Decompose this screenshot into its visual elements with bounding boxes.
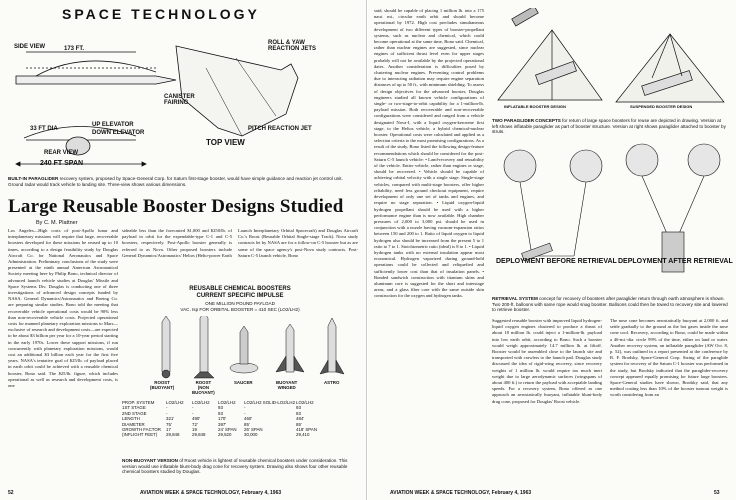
top-caption-text: recovery system, proposed by Space-General Corp. for Saturn first-stage booster, would have simple guidance and reaction jet control unit. Ground radar would track vehicle to landing site. Three-view shows various dimensions. xyxy=(8,176,343,187)
chart-title-1: REUSABLE CHEMICAL BOOSTERS xyxy=(189,286,291,292)
table-header-cell: LO2/LH2 xyxy=(218,400,236,405)
table-cell: 85' xyxy=(296,421,302,427)
table-cell: 75' xyxy=(166,421,172,427)
table-cell: GROWTH FACTOR xyxy=(122,427,161,433)
article-col-5: Suggested reusable booster with improved liquid hydrogen-liquid oxygen engines clustered to produce a thrust of about 18 million lb. could inject a 1-million-lb. payload into low earth orbit, according to Bono. Such a booster would weigh approximately 14.7 million lb. at liftoff. Booster would be assembled close to the launch site and transported with crawlers to the launch pad. Douglas study discussed the idea of rigid-wing recovery, since recovery weights of 1 million lb. would require too much inert weight due to large aerodynamic surfaces (wingspans of about 400 ft.) to return the payload with acceptable landing speeds. For a recovery system, Bono offered as one approach an aerostatically buoyant, inflatable blunt-body drag cone, proposed for Douglas' Roost vehicle. xyxy=(492,318,602,404)
page-number-right: 53 xyxy=(714,490,720,496)
paraglider-caption-text: for return of large space boosters for reuse are depicted in drawing. Version at left shows inflatable paraglider as part of booster structure. Version at right shows paraglider attached to booster by struts. xyxy=(492,118,726,135)
span-label: 240 FT SPAN xyxy=(40,160,84,167)
boosters-chart-box xyxy=(122,286,358,456)
retrieval-sketch xyxy=(492,136,728,296)
table-cell: 17 xyxy=(166,427,171,433)
paraglider-concepts-sketch xyxy=(492,8,728,118)
deployment-after-label: DEPLOYMENT AFTER RETRIEVAL xyxy=(618,258,733,265)
table-cell: - xyxy=(166,405,168,411)
retrieval-caption-bold: RETRIEVAL SYSTEM xyxy=(492,296,538,301)
booster-spec-table xyxy=(122,400,322,438)
paraglider-caption xyxy=(492,118,728,135)
article-title: Large Reusable Booster Designs Studied xyxy=(8,196,344,217)
footer-left: AVIATION WEEK & SPACE TECHNOLOGY, February 4, 1963 xyxy=(140,490,282,496)
right-page xyxy=(368,0,736,500)
table-cell: 29,848 xyxy=(192,432,206,438)
retrieval-caption-text: concept for recovery of boosters after paraglider return through earth atmosphere is shown. Two 200-ft. balloons with same rope would snag booster. Balloons could then be towed to recovery site and lowered to retrieve booster. xyxy=(492,296,728,313)
table-cell: - xyxy=(192,410,194,416)
table-cell: - xyxy=(166,410,168,416)
top-caption xyxy=(8,176,358,187)
chart-subtitle-2: VAC. Isp FOR ORBITAL BOOSTER = 410 SEC (LO2/LH2) xyxy=(180,307,300,312)
section-header: SPACE TECHNOLOGY xyxy=(62,6,260,22)
table-cell: 29,410 xyxy=(296,432,310,438)
table-header-cell: LO2/LH2 xyxy=(192,400,210,405)
byline: By C. M. Plattner xyxy=(36,220,78,226)
table-cell: - xyxy=(244,405,246,411)
table-cell: 418' SPAN xyxy=(296,427,318,433)
rear-view-label: REAR VIEW xyxy=(44,150,79,156)
table-cell: 30,000 xyxy=(244,432,258,438)
table-cell: 93 xyxy=(218,405,223,411)
table-cell: 93 xyxy=(218,410,223,416)
table-cell: 29,520 xyxy=(218,432,232,438)
table-cell: - xyxy=(244,410,246,416)
sketch-label-suspended: SUSPENDED BOOSTER DESIGN xyxy=(630,104,693,109)
top-caption-bold: BUILT-IN PARAGLIDER xyxy=(8,176,59,181)
table-cell: - xyxy=(192,405,194,411)
sketch-label-inflatable: INFLATABLE BOOSTER DESIGN xyxy=(504,104,566,109)
footer-right: AVIATION WEEK & SPACE TECHNOLOGY, February 4, 1963 xyxy=(390,490,532,496)
chart-caption-bold: NON-BUOYANT VERSION xyxy=(122,458,178,463)
chart-caption-text: of Roost vehicle is lightest of reusable chemical boosters under consideration. This version would use inflatable blunt-body drag cone for recovery system. Drawing also shows four other reusable chemical boosters studied by Douglas. xyxy=(122,458,348,475)
vehicle-label-astro: ASTRO xyxy=(324,380,340,385)
article-col-1: Los Angeles—High costs of post-Apollo lunar and interplanetary missions will require that large, recoverable boosters developed for these missions be reused up to 10 times, according to a design feasibility study by Douglas Aircraft Co. for National Aeronautics and Space Administration. Preliminary conclusions of the study were presented at the ninth annual American Astronautical Society meeting here by Philip Bono, technical director of advanced launch vehicle studies at Douglas' Missile and Space Systems Div. Douglas is conducting one of three investigations of advanced design concepts funded by NASA. General Dynamics/Astronautics and Boeing Co. are preparing similar studies. Bono told the meeting that recoverable vehicle operational costs would be 90% less than non-recoverable vehicle costs. Projected operational costs for manned planetary exploration missions to Mars—exclusive of research and development costs—are expected to be about $3 billion per year for a 10-year period starting in the early 1970s. Lower these support missions, if run concurrently with planetary exploration missions, would cost an additional $3 billion each year for the first five years. NASA's tentative goal of $25/lb. of payload placed in earth orbit could be achieved with a reusable chemical booster, Bono said. The $25/lb. figure, which includes operational as well as research and development costs, is one xyxy=(8,228,118,389)
table-cell: 321' xyxy=(166,416,175,422)
retrieval-caption xyxy=(492,296,728,313)
article-col-4: said, should be capable of placing 1 million lb. into a 175 naut. mi., circular earth orbit and should become operational by 1972. High cost precludes simultaneous development of two different types of booster-propellant systems, such as nuclear and chemical, which could become operational at the same time, Bono said. Chemical, rather than nuclear engines are suggested, since nuclear engines of sufficient thrust level even for upper stages probably will not be available by the projected operational dates. Another consideration is difficulties posed by clustering nuclear engines. Preventing control problems due to interacting radiation may require engine separation distances of up to 50 ft., with minimum shielding. To assess of design objectives for the advanced booster, Douglas engineers studied all known vehicle configurations of single- or two-stage-to-orbit capability for a 1-million-lb. payload mission. Both recoverable and non-recoverable configurations were considered and ranged from a vehicle designated Nova-I, with a liquid oxygen-kerosene first stage, to the Helios vehicle, a hybrid chemical-nuclear booster. Operational costs were calculated and applied as a selection criteria to the most promising configurations. As a result of the study, Bono listed the following design-feature recommendations which should be considered for the post-Saturn C-5 launch vehicle: • Land-recovery and reusability of the vehicle. Entire vehicle, rather than engines or stage, should be recovered. • Vehicle should be capable of achieving orbital velocity with a single stage. Single-stage vehicles, compared with multi-stage boosters, offer higher reliability, need less ground checkout equipment, require development of only one set of tanks and engines, and require no stage separation. • Liquid oxygen-liquid hydrogen propellant should be used with a higher performance engine than is now available. High chamber pressures of 2,000 to 3,000 psi. should be used in conjunction with a nozzle having vacuum-expansion ratios between 150 and 200 to 1. Ratio of liquid oxygen to liquid hydrogen also should be increased from the present 5 to 1 ratio to 7 to 1. Stoichiometric ratio (ideal) is 8 to 1. • Liquid hydrogen tanks with no external insulation appear most economical. Hydrogen vaporized during ground-held operations could be collected and reliquefied and sufficiently lower cost than that of insulation panels. • Bonded sandwich construction with titanium skins and aluminum core is suggested for the short and interstage areas, and a glass fiber core with the same outside skin construction for the oxygen and hydrogen tanks. xyxy=(374,8,484,299)
table-cell: (INFLIGHT FEET) xyxy=(122,432,158,438)
side-view-label: SIDE VIEW xyxy=(14,44,46,50)
pitch-jet-label: PITCH REACTION JET xyxy=(248,126,312,132)
table-cell: 2ND STAGE xyxy=(122,410,147,416)
down-elevator-label: DOWN ELEVATOR xyxy=(92,130,145,136)
table-cell: 19 xyxy=(192,427,197,433)
top-view-label: TOP VIEW xyxy=(206,138,245,147)
table-cell: LENGTH xyxy=(122,416,140,422)
table-cell: 29,848 xyxy=(166,432,180,438)
table-cell: 93 xyxy=(296,410,301,416)
table-cell: 85' xyxy=(244,421,250,427)
table-header-cell: LO2/LH2 xyxy=(166,400,184,405)
vehicle-label-saucer: SAUCER xyxy=(234,380,253,385)
deployment-before-label: DEPLOYMENT BEFORE RETRIEVAL xyxy=(496,258,617,265)
table-cell: 170' xyxy=(218,416,227,422)
up-elevator-label: UP ELEVATOR xyxy=(92,122,134,128)
table-header-cell: LO2/LH2 xyxy=(296,400,314,405)
booster-silhouettes xyxy=(122,316,358,386)
article-col-2: sideable less than the forecasted $1,000 and $250/lb. of payload in orbit for the expendable-type C-1 and C-5 boosters, respectively. Post-Apollo booster generally is referred to as Nova. Other proposed boosters include General Dynamics/Astronautics' Helios (Helio-power Earth xyxy=(122,228,232,258)
table-cell: 397' xyxy=(218,421,227,427)
vehicle-label-buoyant-winged: BUOYANT WINGED xyxy=(276,380,298,390)
table-cell: 460' xyxy=(244,416,253,422)
vehicle-label-roost-buoyant: ROOST (BUOYANT) xyxy=(150,380,175,390)
table-cell: 26' SPAN xyxy=(244,427,263,433)
table-cell: 24' SPAN xyxy=(218,427,237,433)
table-row xyxy=(122,432,322,437)
vehicle-label-roost-non-buoyant: ROOST (NON BUOYANT) xyxy=(192,380,215,395)
diameter-label: 33 FT DIA xyxy=(30,126,58,132)
article-col-6: The nose cone becomes aerostatically buoyant at 2,000 ft. and settle gradually to the ground as the hot gases inside the nose cone cool. Recovery, according to Bono, could be made within a 46-mi.-dia. circle 99% of the time, either on land or water. Another recovery system, an inflatable paraglider (AW Oct. 8, p. 52), was outlined in a report presented at the conference by R. F. Brodsky, Space-General Corp. Sizing of the paraglide system for recovery of the Saturn C-1 booster was performed in the study, but Brodsky indicated that the paraglider-recovery concept appeared equally promising for future large boosters. Space-General studies have shown, Brodsky said, that any method costing less than 10% of the booster turnout weight is worth considering from an xyxy=(610,318,728,398)
roll-yaw-label: ROLL & YAW REACTION JETS xyxy=(268,40,317,52)
table-cell: DIAMETER xyxy=(122,421,145,427)
table-cell: 72' xyxy=(192,421,198,427)
table-header-cell: LO2/LH2 SOLID-LO2/LH2 xyxy=(244,400,296,405)
table-cell: 1ST STAGE xyxy=(122,405,146,411)
canister-label: CANISTER FAIRING xyxy=(164,94,195,106)
chart-subtitle-1: ONE MILLION POUND PAYLOAD xyxy=(205,301,275,306)
table-cell: 93 xyxy=(296,405,301,411)
page-number-left: 52 xyxy=(8,490,14,496)
table-header-cell: PROP. SYSTEM xyxy=(122,400,155,405)
left-page xyxy=(0,0,367,500)
table-cell: 490' xyxy=(192,416,201,422)
table-cell: 484' xyxy=(296,416,305,422)
chart-title-2: CURRENT SPECIFIC IMPULSE xyxy=(196,293,284,299)
chart-caption xyxy=(122,458,358,475)
length-label: 173 FT. xyxy=(64,46,85,52)
paraglider-caption-bold: TWO PARAGLIDER CONCEPTS xyxy=(492,118,561,123)
article-col-3: Launch Interplanetary Orbital Spacecraft) and Douglas Aircraft Co.'s Roost (Reusable Orbital Single-stage Track). Nova study contracts let by NASA are for a follow-on C-5 booster but as are some of the space agency's post-Nova study contracts. Post-Saturn C-5 launch vehicle, Bono xyxy=(238,228,358,258)
